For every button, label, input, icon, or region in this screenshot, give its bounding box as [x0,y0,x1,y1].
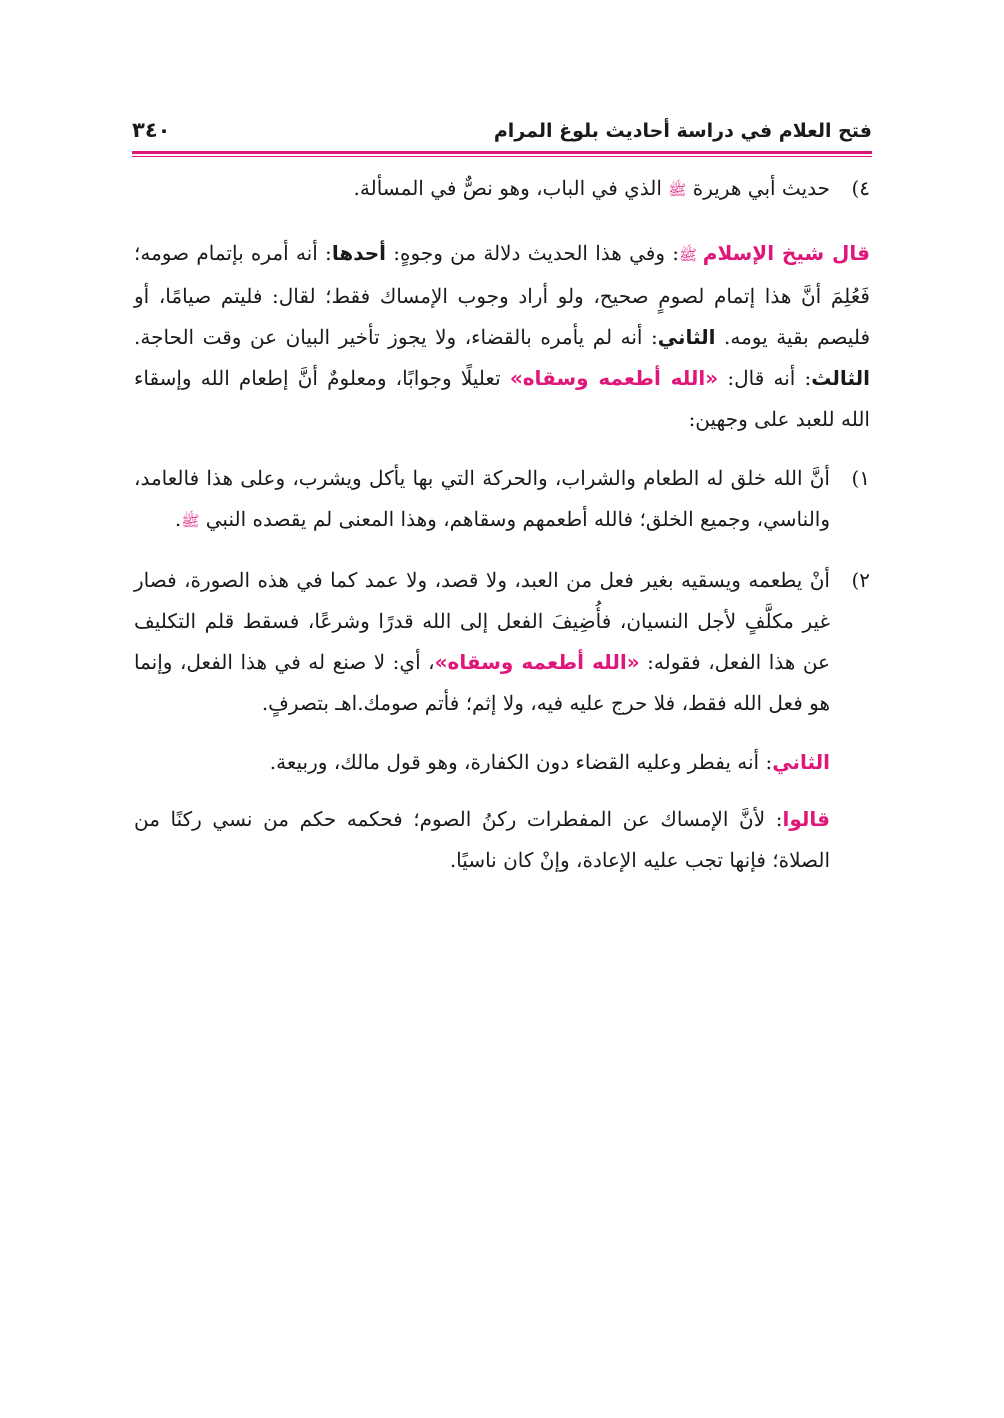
speaker-label: قال شيخ الإسلام [702,241,871,265]
para-text: : وفي هذا الحديث دلالة من وجوهٍ: [386,241,679,265]
paragraph-second-opinion [134,742,870,783]
point-label-first: أحدها [331,241,387,265]
opinion-label: الثاني [772,750,830,774]
header-rule-thin [132,156,872,157]
item-text: أنَّ الله خلق له الطعام والشراب، والحركة التي بها يأكل ويشرب، وعلى هذا فالعامد، والناسي، وجميع الخلق؛ فالله أطعمهم وسقاهم، وهذا المعنى لم يقصده النبي [134,466,830,531]
hadith-quote: «الله أطعمه وسقاه» [434,650,640,674]
item-text-cont: الذي في الباب، وهو نصٌّ في المسألة. [353,176,669,200]
para-text: : لأنَّ الإمساك عن المفطرات ركنُ الصوم؛ فحكمه حكم من نسي ركنًا من الصلاة؛ فإنها تجب عليه الإعادة، وإنْ كان ناسيًا. [134,807,830,872]
list-item-1 [134,458,870,542]
page-number: ٣٤٠ [132,118,171,142]
item-text-cont: ، أي: لا صنع له في هذا الفعل، وإنما هو فعل الله فقط، فلا حرج عليه فيه، ولا إثم؛ فأتم صومك.اهـ بتصرفٍ. [134,650,830,715]
hadith-quote: «الله أطعمه وسقاه» [509,366,719,390]
item-number: ٢) [851,568,870,592]
paragraph-qalu [134,799,870,881]
honorific-glyph: ﷺ [679,246,703,264]
para-text: تعليلًا وجوابًا، ومعلومٌ أنَّ إطعام الله وإسقاء الله للعبد على وجهين: [134,366,870,431]
item-number: ٤) [851,176,870,200]
honorific-glyph: ﷺ [668,181,687,199]
page-body [134,168,870,881]
list-item-4 [134,168,870,211]
point-label-second: الثاني [657,325,716,349]
para-text: : أنه لم يأمره بالقضاء، ولا يجوز تأخير البيان عن وقت الحاجة. [134,325,658,349]
item-number: ١) [851,466,870,490]
point-label-third: الثالث [811,366,870,390]
header-rule-thick [132,151,872,154]
list-item-2 [134,560,870,724]
running-header [132,112,872,152]
item-text: حديث أبي هريرة [686,176,830,200]
argument-label: قالوا [782,807,830,831]
para-text: : أنه يفطر وعليه القضاء دون الكفارة، وهو قول مالك، وربيعة. [269,750,773,774]
para-text: : أنه أمره بإتمام صومه؛ فَعُلِمَ أنَّ هذا إتمام لصومٍ صحيح، ولو أراد وجوب الإمساك فقط؛ لقال: فليتم صيامًا، أو فليصم بقية يومه. [134,241,871,349]
book-title: فتح العلام في دراسة أحاديث بلوغ المرام [493,120,872,142]
para-text: : أنه قال: [718,366,812,390]
honorific-glyph: ﷺ [181,512,200,530]
paragraph-shaykh-al-islam [134,233,870,440]
item-text: أنْ يطعمه ويسقيه بغير فعل من العبد، ولا قصد، ولا عمد كما في هذه الصورة، فصار غير مكلَّفٍ لأجل النسيان، فأُضِيفَ الفعل إلى الله قدرًا وشرعًا، فسقط قلم التكليف عن هذا الفعل، فقوله: [134,568,830,674]
item-text-cont: . [174,507,182,531]
